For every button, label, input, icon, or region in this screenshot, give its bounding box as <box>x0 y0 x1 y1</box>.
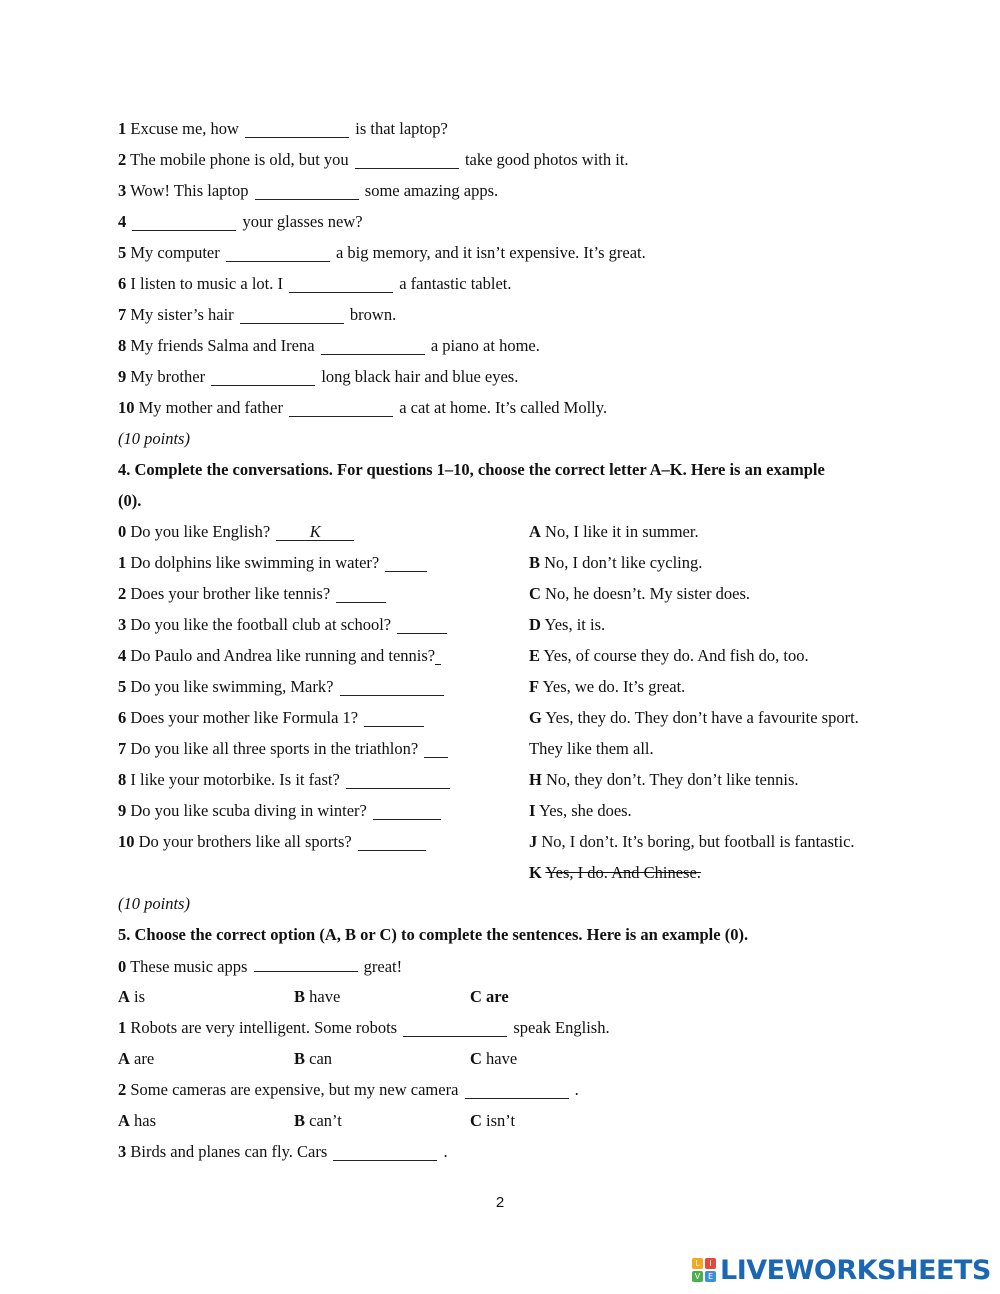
answer-blank-input[interactable] <box>245 122 349 138</box>
question-text: Does your mother like Formula 1? <box>130 708 359 727</box>
s4-question-2 <box>118 584 388 604</box>
option-letter: A <box>118 1111 130 1130</box>
answer-letter: A <box>529 522 541 541</box>
option-text: isn’t <box>486 1111 516 1130</box>
item-text: My friends Salma and Irena <box>130 336 315 355</box>
item-text: a piano at home. <box>430 336 540 355</box>
s4-heading-cont: (0). <box>118 491 142 510</box>
letter-answer-input[interactable] <box>397 618 447 634</box>
s5-heading: 5. Choose the correct option (A, B or C) to complete the sentences. Here is an example (0). <box>118 925 749 944</box>
s4-question-0 <box>118 522 356 542</box>
s4-points: (10 points) <box>118 894 190 913</box>
answer-blank-input[interactable] <box>211 370 315 386</box>
s5-q0-option-a <box>118 987 145 1007</box>
s4-question-5 <box>118 677 446 697</box>
letter-answer-input[interactable] <box>424 742 448 758</box>
s5-question-2 <box>118 1080 579 1100</box>
logo-block: I <box>705 1258 716 1269</box>
item-number: 6 <box>118 274 127 293</box>
question-number: 1 <box>118 553 127 572</box>
item-text: My computer <box>130 243 220 262</box>
item-text: a cat at home. It’s called Molly. <box>399 398 608 417</box>
answer-blank-input[interactable] <box>289 277 393 293</box>
answer-blank-input[interactable] <box>240 308 344 324</box>
question-number: 9 <box>118 801 127 820</box>
s4-question-7 <box>118 739 450 759</box>
question-text: speak English. <box>513 1018 610 1037</box>
s4-answer-b <box>529 553 702 573</box>
question-number: 4 <box>118 646 127 665</box>
s4-question-3 <box>118 615 449 635</box>
s4-question-1 <box>118 553 429 573</box>
question-text: These music apps <box>130 957 248 976</box>
question-text: Do you like the football club at school? <box>130 615 392 634</box>
item-number: 3 <box>118 181 127 200</box>
logo-block: L <box>692 1258 703 1269</box>
question-number: 6 <box>118 708 127 727</box>
s3-item-8 <box>118 336 540 356</box>
answer-text: Yes, it is. <box>544 615 606 634</box>
page-number: 2 <box>495 1194 505 1211</box>
question-text: Do your brothers like all sports? <box>138 832 352 851</box>
question-number: 0 <box>118 522 127 541</box>
answer-blank-input[interactable] <box>355 153 459 169</box>
answer-text: Yes, they do. They don’t have a favourite sport. <box>545 708 859 727</box>
item-number: 5 <box>118 243 127 262</box>
s4-question-9 <box>118 801 443 821</box>
question-number: 10 <box>118 832 135 851</box>
s5-q2-option-b[interactable] <box>294 1111 342 1131</box>
s5-q0-option-c-correct <box>470 987 509 1007</box>
question-number: 7 <box>118 739 127 758</box>
item-text: your glasses new? <box>242 212 363 231</box>
question-number: 8 <box>118 770 127 789</box>
answer-text: No, he doesn’t. My sister does. <box>545 584 751 603</box>
answer-letter: G <box>529 708 542 727</box>
logo-block: V <box>692 1271 703 1282</box>
item-text: Wow! This laptop <box>130 181 249 200</box>
answer-blank-input[interactable] <box>321 339 425 355</box>
question-number: 3 <box>118 1142 127 1161</box>
question-number: 5 <box>118 677 127 696</box>
item-text: My brother <box>130 367 206 386</box>
question-text: Some cameras are expensive, but my new camera <box>130 1080 459 1099</box>
item-number: 7 <box>118 305 127 324</box>
answer-text: Yes, she does. <box>538 801 632 820</box>
item-text: a fantastic tablet. <box>399 274 512 293</box>
option-letter: B <box>294 1049 306 1068</box>
item-text: My mother and father <box>138 398 283 417</box>
s3-item-9 <box>118 367 518 387</box>
question-number: 1 <box>118 1018 127 1037</box>
answer-text: No, I don’t. It’s boring, but football is fantastic. <box>541 832 855 851</box>
s4-answer-h <box>529 770 799 790</box>
option-letter: A <box>118 1049 130 1068</box>
option-letter: A <box>118 987 130 1006</box>
question-text: Does your brother like tennis? <box>130 584 331 603</box>
s3-item-5 <box>118 243 646 263</box>
s5-question-0 <box>118 956 402 977</box>
answer-blank-input[interactable] <box>226 246 330 262</box>
logo-wordmark: LIVEWORKSHEETS <box>720 1254 991 1286</box>
question-text: Do you like swimming, Mark? <box>130 677 334 696</box>
option-letter: C <box>470 1049 482 1068</box>
s3-points: (10 points) <box>118 429 190 448</box>
item-number: 1 <box>118 119 127 138</box>
option-text: has <box>134 1111 157 1130</box>
logo-blocks-icon <box>692 1258 716 1282</box>
question-number: 2 <box>118 1080 127 1099</box>
letter-answer-input[interactable] <box>346 773 450 789</box>
item-number: 4 <box>118 212 127 231</box>
question-number: 3 <box>118 615 127 634</box>
s3-item-1 <box>118 119 448 139</box>
answer-text: Yes, we do. It’s great. <box>542 677 686 696</box>
answer-text: They like them all. <box>529 739 654 758</box>
letter-answer-input[interactable] <box>364 711 424 727</box>
answer-letter: B <box>529 553 541 572</box>
item-text: take good photos with it. <box>464 150 629 169</box>
letter-answer-input[interactable] <box>358 835 426 851</box>
question-text: Do you like all three sports in the triathlon? <box>130 739 419 758</box>
answer-letter: I <box>529 801 536 820</box>
answer-blank-input[interactable] <box>333 1145 437 1161</box>
option-text: are <box>486 987 509 1006</box>
option-text: have <box>486 1049 518 1068</box>
s5-q1-option-c[interactable] <box>470 1049 517 1069</box>
letter-answer-input[interactable] <box>385 556 427 572</box>
example-blank <box>254 956 358 972</box>
item-text: My sister’s hair <box>130 305 234 324</box>
answer-text-crossed-out: Yes, I do. And Chinese. <box>545 863 701 882</box>
question-text: Do Paulo and Andrea like running and tennis? <box>130 646 436 665</box>
answer-blank-input[interactable] <box>403 1021 507 1037</box>
s3-item-6 <box>118 274 511 294</box>
answer-text: Yes, of course they do. And fish do, too. <box>543 646 809 665</box>
s4-answer-g <box>529 708 859 728</box>
item-text: long black hair and blue eyes. <box>321 367 519 386</box>
question-text: Robots are very intelligent. Some robots <box>130 1018 398 1037</box>
option-letter: B <box>294 987 306 1006</box>
s3-item-3 <box>118 181 498 201</box>
item-text: some amazing apps. <box>364 181 499 200</box>
s5-question-3 <box>118 1142 448 1162</box>
item-number: 2 <box>118 150 127 169</box>
s3-item-10 <box>118 398 607 418</box>
s5-q2-option-c[interactable] <box>470 1111 515 1131</box>
question-text: . <box>443 1142 448 1161</box>
item-number: 8 <box>118 336 127 355</box>
item-text: The mobile phone is old, but you <box>130 150 349 169</box>
question-text: Do you like scuba diving in winter? <box>130 801 367 820</box>
letter-answer-input[interactable] <box>373 804 441 820</box>
item-number: 10 <box>118 398 135 417</box>
answer-letter: C <box>529 584 541 603</box>
answer-letter: J <box>529 832 538 851</box>
s3-item-4 <box>118 212 363 232</box>
s4-heading: 4. Complete the conversations. For questions 1–10, choose the correct letter A–K. Here is an example <box>118 460 825 479</box>
answer-text: No, I don’t like cycling. <box>544 553 703 572</box>
answer-blank-input[interactable] <box>255 184 359 200</box>
answer-blank-input[interactable] <box>465 1083 569 1099</box>
question-text: Birds and planes can fly. Cars <box>130 1142 328 1161</box>
option-text: can’t <box>309 1111 342 1130</box>
s5-q2-option-a[interactable] <box>118 1111 156 1131</box>
s5-q1-option-a[interactable] <box>118 1049 154 1069</box>
s4-answer-k <box>529 863 701 883</box>
option-letter: C <box>470 1111 482 1130</box>
option-letter: B <box>294 1111 306 1130</box>
question-text: I like your motorbike. Is it fast? <box>130 770 340 789</box>
s3-item-2 <box>118 150 629 170</box>
answer-text: No, they don’t. They don’t like tennis. <box>545 770 799 789</box>
s5-q1-option-b[interactable] <box>294 1049 332 1069</box>
item-text: a big memory, and it isn’t expensive. It’s great. <box>335 243 646 262</box>
answer-text: No, I like it in summer. <box>545 522 699 541</box>
s4-question-4 <box>118 646 441 666</box>
s5-question-1 <box>118 1018 610 1038</box>
liveworksheets-logo[interactable] <box>692 1255 991 1285</box>
option-text: have <box>309 987 341 1006</box>
item-text: Excuse me, how <box>130 119 239 138</box>
answer-letter: F <box>529 677 540 696</box>
answer-letter: K <box>529 863 542 882</box>
item-number: 9 <box>118 367 127 386</box>
question-text: . <box>574 1080 579 1099</box>
s3-item-7 <box>118 305 396 325</box>
logo-block: E <box>705 1271 716 1282</box>
item-text: I listen to music a lot. I <box>130 274 283 293</box>
question-text: great! <box>363 957 403 976</box>
item-text: brown. <box>349 305 397 324</box>
letter-answer-input[interactable] <box>435 649 441 665</box>
option-text: can <box>309 1049 333 1068</box>
s4-answer-a <box>529 522 699 542</box>
answer-blank-input[interactable] <box>289 401 393 417</box>
s4-answer-d <box>529 615 605 635</box>
example-answer: K <box>276 523 354 541</box>
s4-answer-f <box>529 677 685 697</box>
s4-answer-c <box>529 584 750 604</box>
letter-answer-input[interactable] <box>340 680 444 696</box>
s4-answer-g-cont <box>529 739 654 759</box>
question-text: Do you like English? <box>130 522 271 541</box>
answer-letter: H <box>529 770 542 789</box>
option-text: are <box>134 1049 155 1068</box>
letter-answer-input[interactable] <box>336 587 386 603</box>
s4-question-6 <box>118 708 426 728</box>
s4-question-10 <box>118 832 428 852</box>
question-number: 0 <box>118 957 127 976</box>
option-letter: C <box>470 987 482 1006</box>
question-number: 2 <box>118 584 127 603</box>
item-text: is that laptop? <box>355 119 448 138</box>
answer-letter: E <box>529 646 541 665</box>
s5-q0-option-b <box>294 987 340 1007</box>
question-text: Do dolphins like swimming in water? <box>130 553 380 572</box>
s4-question-8 <box>118 770 452 790</box>
s4-answer-e <box>529 646 809 666</box>
option-text: is <box>134 987 146 1006</box>
answer-letter: D <box>529 615 541 634</box>
s4-answer-i <box>529 801 632 821</box>
s4-answer-j <box>529 832 855 852</box>
answer-blank-input[interactable] <box>132 215 236 231</box>
